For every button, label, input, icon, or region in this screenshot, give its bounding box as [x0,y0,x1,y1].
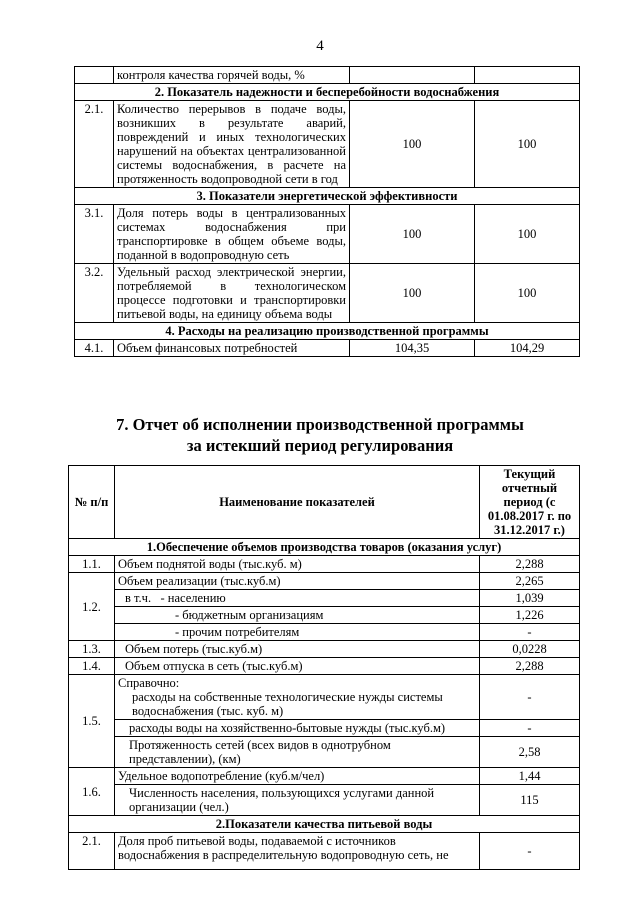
row-text: Объем отпуска в сеть (тыс.куб.м) [115,658,480,675]
row-text [115,590,480,607]
row-number: 3.1. [75,205,114,264]
section-title: 2.Показатели качества питьевой воды [69,816,580,833]
section-row [75,188,580,205]
row-number: 2.1. [69,833,115,870]
section-row [69,816,580,833]
row-value: - [480,624,580,641]
section-row [69,539,580,556]
indicators-table [74,66,580,357]
table-row [75,264,580,323]
table-row [75,340,580,357]
row-value: 0,0228 [480,641,580,658]
row-number: 1.1. [69,556,115,573]
row-text: - прочим потребителям [115,624,480,641]
row-value: 2,265 [480,573,580,590]
table-row [69,768,580,785]
table-row [69,720,580,737]
row-prefix: в т.ч. [125,591,152,605]
row-number: 1.6. [69,768,115,816]
row-text: Объем поднятой воды (тыс.куб. м) [115,556,480,573]
table-row [69,607,580,624]
table-row [75,101,580,188]
section-title: 2. Показатель надежности и бесперебойности водоснабжения [75,84,580,101]
header-name: Наименование показателей [115,466,480,539]
row-value: 2,288 [480,556,580,573]
row-text: Численность населения, пользующихся услугами данной организации (чел.) [115,785,480,816]
table-row [75,205,580,264]
row-text: Протяженность сетей (всех видов в однотрубном представлении), (км) [115,737,480,768]
row-value: 2,288 [480,658,580,675]
table-row [69,675,580,720]
table-row [69,785,580,816]
row-text: Объем реализации (тыс.куб.м) [115,573,480,590]
table-row [69,833,580,870]
heading-line-1: 7. Отчет об исполнении производственной программы [116,415,524,434]
row-text: Количество перерывов в подаче воды, возникших в результате аварий, повреждений и иных технологических нарушений на объектах централизованной системы водоснабжения, в расчете на протяженность водопроводной сети в год [114,101,350,188]
row-number: 1.3. [69,641,115,658]
row-subtext: расходы на собственные технологические нужды системы водоснабжения (тыс. куб. м) [132,690,443,718]
header-period: Текущий отчетный период (с 01.08.2017 г. по 31.12.2017 г.) [480,466,580,539]
section-heading [0,414,640,456]
row-number: 1.2. [69,573,115,641]
row-value: 115 [480,785,580,816]
row-text: Доля проб питьевой воды, подаваемой с источников водоснабжения в распределительную водопроводную сеть, не [115,833,480,870]
row-number: 1.5. [69,675,115,768]
header-row [69,466,580,539]
row-value: 100 [475,264,580,323]
row-text: Удельное водопотребление (куб.м/чел) [115,768,480,785]
header-num: № п/п [69,466,115,539]
row-text: расходы воды на хозяйственно-бытовые нужды (тыс.куб.м) [115,720,480,737]
section-title: 1.Обеспечение объемов производства товаров (оказания услуг) [69,539,580,556]
table-row [75,67,580,84]
row-value: 1,44 [480,768,580,785]
section-row [75,84,580,101]
row-value: 104,35 [350,340,475,357]
row-text: Объем финансовых потребностей [114,340,350,357]
row-value: 100 [475,101,580,188]
row-value: 1,226 [480,607,580,624]
table-row [69,556,580,573]
row-number: 4.1. [75,340,114,357]
row-value: 100 [350,264,475,323]
table-row [69,573,580,590]
row-text [115,675,480,720]
row-number: 2.1. [75,101,114,188]
heading-line-2: за истекший период регулирования [186,436,454,455]
row-text: Доля потерь воды в централизованных системах водоснабжения при транспортировке в общем объеме воды, поданной в водопроводную сеть [114,205,350,264]
row-value: 100 [350,205,475,264]
row-value: 2,58 [480,737,580,768]
row-text: - бюджетным организациям [115,607,480,624]
row-text: контроля качества горячей воды, % [114,67,350,84]
page-number: 4 [316,38,324,54]
row-value: 104,29 [475,340,580,357]
table-row [69,624,580,641]
section-title: 3. Показатели энергетической эффективности [75,188,580,205]
row-value: 100 [475,205,580,264]
row-text: Объем потерь (тыс.куб.м) [115,641,480,658]
table-row [69,590,580,607]
row-number: 1.4. [69,658,115,675]
row-subtext: - населению [160,591,226,605]
table-row [69,658,580,675]
section-row [75,323,580,340]
row-value: 100 [350,101,475,188]
row-number: 3.2. [75,264,114,323]
table-row [69,641,580,658]
table-row [69,737,580,768]
row-label: Справочно: [118,676,180,690]
row-value: - [480,720,580,737]
report-table [68,465,580,870]
section-title: 4. Расходы на реализацию производственной программы [75,323,580,340]
row-value: - [480,675,580,720]
row-value: - [480,833,580,870]
row-value: 1,039 [480,590,580,607]
row-text: Удельный расход электрической энергии, потребляемой в технологическом процессе подготовки и транспортировки питьевой воды, на единицу объема воды [114,264,350,323]
